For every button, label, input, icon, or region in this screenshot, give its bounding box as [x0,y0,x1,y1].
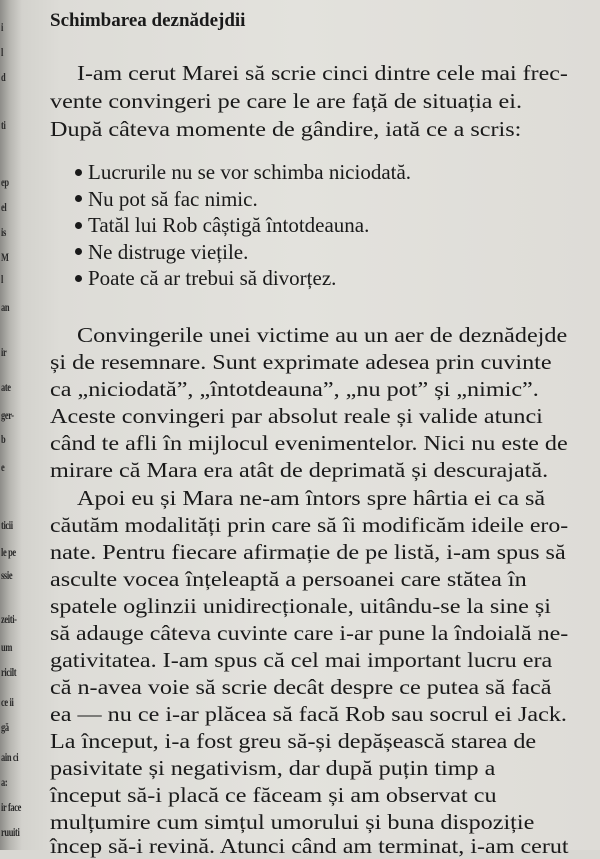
text-line: ea — nu ce i-ar plăcea să facă Rob sau socrul ei Jack. [50,702,567,726]
gutter-fragment: ir face [1,800,22,814]
text-line: spatele oglinzii unidirecționale, uitându-se la sine și [50,594,551,618]
text-line: Aceste convingeri par absolut reale și valide atunci [50,404,543,428]
text-line: încep să-i revină. Atunci când am terminat, i-am cerut [50,834,569,858]
gutter-fragment: zeiti- [1,612,17,626]
list-item-text: Lucrurile nu se vor schimba niciodată. [88,160,412,184]
facing-page-edge [0,0,22,850]
text-line: asculte vocea înțeleaptă a persoanei care stătea în [50,567,527,591]
list-item [75,213,411,240]
gutter-fragment: b [1,432,6,446]
gutter-fragment: e [1,460,5,474]
bullet-icon [75,169,82,176]
gutter-fragment: ir [1,345,7,359]
gutter-fragment: gă [1,720,9,734]
bullet-icon [75,275,82,282]
text-line: I-am cerut Marei să scrie cinci dintre cele mai frec- [77,61,568,85]
gutter-fragment: el [1,200,7,214]
gutter-fragment: i [1,20,3,34]
gutter-fragment: ain ci [1,750,19,764]
gutter-fragment: ger- [1,408,14,422]
section-heading: Schimbarea deznădejdii [50,10,246,31]
book-page [50,0,570,858]
text-line: Convingerile unei victime au un aer de deznădejde [77,323,568,347]
text-line: că n-avea voie să scrie decât despre ce putea să facă [50,675,552,699]
gutter-fragment: ssie [1,568,13,582]
bullet-icon [75,195,82,202]
gutter-fragment: ticii [1,518,13,532]
list-item [75,187,411,214]
gutter-fragment: a: [1,775,8,789]
text-line: și de resemnare. Sunt exprimate adesea prin cuvinte [50,350,552,374]
text-line: mulțumire cum simțul umorului și buna dispoziție [50,810,535,834]
gutter-fragment: ce ii [1,695,14,709]
text-line: să adauge câteva cuvinte care i-ar pune la îndoială ne- [50,621,569,645]
gutter-fragment: um [1,640,12,654]
gutter-fragment: ruuiti [1,825,20,839]
text-line: mirare că Mara era atât de deprimată și descurajată. [50,458,549,482]
text-line: când te afli în mijlocul evenimentelor. Nici nu este de [50,431,568,455]
text-line: nate. Pentru fiecare afirmație de pe listă, i-am spus să [50,540,566,564]
text-line: La început, i-a fost greu să-și depășească starea de [50,729,537,753]
text-line: vente convingeri pe care le are față de situația ei. [50,89,523,113]
gutter-fragment: ate [1,380,11,394]
list-item [75,160,411,187]
list-item [75,266,411,293]
gutter-fragment: le pe [1,545,16,559]
text-line: Apoi eu și Mara ne-am întors spre hârtia ei ca să [77,486,546,510]
gutter-fragment: l [1,272,3,286]
list-item-text: Ne distruge viețile. [88,239,249,264]
gutter-fragment: M [1,250,9,264]
text-line: căutăm modalități prin care să îi modificăm ideile ero- [50,513,569,537]
list-item-text: Poate că ar trebui să divorțez. [88,266,337,290]
text-line: pasivitate și negativism, dar după puțin timp a [50,756,496,780]
gutter-fragment: ep [1,175,9,189]
bullet-icon [75,248,82,255]
gutter-fragment: ti [1,118,6,132]
text-line: După câteva momente de gândire, iată ce a scris: [50,117,522,141]
gutter-fragment: d [1,70,6,84]
gutter-fragment: ricilt [1,665,17,679]
gutter-fragment: is [1,225,6,239]
list-item [75,240,411,267]
bullet-icon [75,222,82,229]
text-line: gativitatea. I-am spus că cel mai important lucru era [50,648,553,672]
gutter-fragment: l [1,45,3,59]
gutter-fragment: an [1,300,10,314]
belief-list [75,160,411,293]
text-line: început să-i placă ce făceam și am observat cu [50,783,497,807]
list-item-text: Tatăl lui Rob câștigă întotdeauna. [88,213,370,237]
text-line: ca „niciodată”, „întotdeauna”, „nu pot” și „nimic”. [50,377,539,401]
list-item-text: Nu pot să fac nimic. [88,186,258,211]
